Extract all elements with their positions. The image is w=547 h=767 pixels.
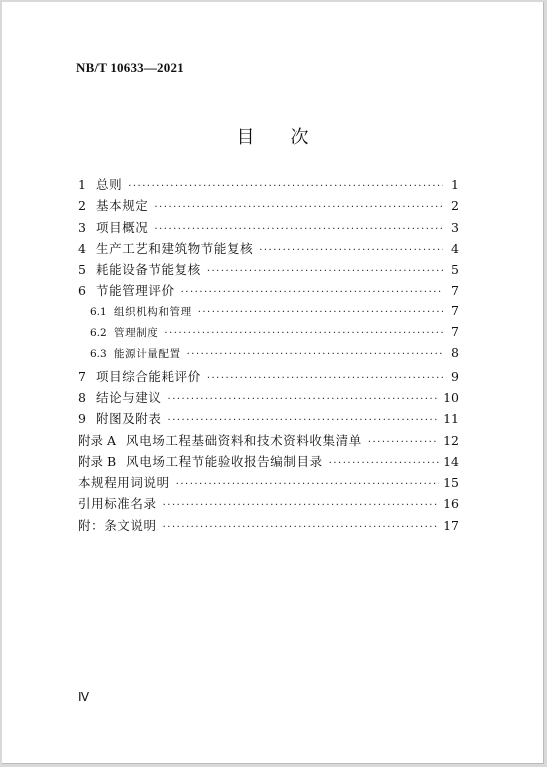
toc-entry-title: 能源计量配置 bbox=[114, 348, 181, 361]
toc-entry-page: 16 bbox=[443, 496, 459, 512]
toc-title-char: 目 bbox=[236, 127, 255, 148]
table-of-contents bbox=[78, 175, 459, 537]
toc-entry-page: 7 bbox=[451, 283, 459, 299]
toc-entry-page: 12 bbox=[443, 432, 459, 448]
toc-leader-dots bbox=[168, 394, 440, 405]
toc-entry-number: 6 bbox=[78, 283, 86, 299]
toc-leader-dots bbox=[176, 479, 439, 490]
document-page bbox=[2, 2, 544, 764]
toc-leader-dots bbox=[181, 287, 443, 298]
toc-entry-number: 4 bbox=[78, 240, 86, 256]
toc-entry[interactable] bbox=[78, 452, 459, 473]
toc-entry-page: 4 bbox=[451, 240, 459, 256]
toc-entry-title: 组织机构和管理 bbox=[114, 305, 192, 318]
toc-entry-title: 耗能设备节能复核 bbox=[96, 262, 201, 278]
toc-entry-number: 6.2 bbox=[90, 327, 107, 340]
toc-entry[interactable] bbox=[78, 175, 459, 196]
toc-entry[interactable] bbox=[78, 260, 459, 281]
toc-entry-number: 2 bbox=[78, 198, 86, 214]
toc-leader-dots bbox=[207, 266, 443, 277]
toc-entry-number: 附录 A bbox=[78, 432, 117, 448]
toc-entry-number: 5 bbox=[78, 262, 86, 278]
toc-entry-title: 本规程用词说明 bbox=[78, 475, 170, 491]
toc-entry[interactable] bbox=[78, 218, 459, 239]
toc-entry-title: 总则 bbox=[96, 177, 123, 192]
toc-entry-number: 附录 B bbox=[78, 453, 117, 469]
toc-entry-page: 11 bbox=[443, 411, 459, 427]
toc-entry-title: 附：条文说明 bbox=[78, 517, 157, 533]
toc-title bbox=[2, 123, 543, 149]
toc-entry-page: 9 bbox=[451, 368, 459, 384]
toc-entry-title: 风电场工程节能验收报告编制目录 bbox=[126, 453, 323, 469]
toc-leader-dots bbox=[187, 349, 443, 360]
toc-entry-title: 基本规定 bbox=[96, 198, 149, 214]
toc-entry-page: 7 bbox=[451, 324, 459, 340]
toc-entry-number: 7 bbox=[78, 368, 86, 384]
toc-entry-title: 项目概况 bbox=[96, 219, 149, 235]
toc-entry-title: 管理制度 bbox=[114, 327, 159, 340]
toc-entry-page: 1 bbox=[451, 177, 459, 192]
toc-entry-number: 3 bbox=[78, 219, 86, 235]
toc-entry[interactable] bbox=[78, 431, 459, 452]
toc-entry-page: 7 bbox=[451, 302, 459, 318]
toc-leader-dots bbox=[207, 373, 443, 384]
toc-entry-page: 2 bbox=[451, 198, 459, 214]
toc-entry-title: 生产工艺和建筑物节能复核 bbox=[96, 240, 254, 256]
standard-number: NB/T 10633—2021 bbox=[76, 60, 184, 75]
toc-leader-dots bbox=[154, 202, 443, 213]
toc-entry[interactable] bbox=[78, 367, 459, 388]
toc-entry[interactable] bbox=[78, 388, 459, 409]
toc-entry-number: 9 bbox=[78, 411, 86, 427]
toc-leader-dots bbox=[128, 181, 443, 192]
toc-entry[interactable] bbox=[78, 281, 459, 302]
toc-entry-page: 10 bbox=[443, 389, 459, 405]
toc-entry-page: 15 bbox=[443, 475, 459, 491]
toc-leader-dots bbox=[329, 458, 439, 469]
toc-entry-title: 风电场工程基础资料和技术资料收集清单 bbox=[126, 432, 362, 448]
toc-title-char: 次 bbox=[290, 127, 309, 148]
toc-entry-title: 结论与建议 bbox=[96, 389, 162, 405]
page-number: Ⅳ bbox=[78, 690, 90, 704]
toc-leader-dots bbox=[368, 437, 439, 448]
toc-entry-page: 3 bbox=[451, 219, 459, 235]
toc-leader-dots bbox=[163, 522, 439, 533]
toc-leader-dots bbox=[154, 224, 443, 235]
toc-entry[interactable] bbox=[78, 324, 459, 345]
toc-leader-dots bbox=[198, 307, 443, 318]
toc-entry[interactable] bbox=[78, 345, 459, 366]
toc-leader-dots bbox=[164, 328, 443, 339]
toc-entry-title: 节能管理评价 bbox=[96, 283, 175, 299]
toc-entry[interactable] bbox=[78, 196, 459, 217]
toc-entry-number: 1 bbox=[78, 177, 86, 192]
toc-entry-number: 6.3 bbox=[90, 348, 107, 361]
toc-entry-page: 8 bbox=[451, 345, 459, 361]
toc-leader-dots bbox=[163, 500, 439, 511]
toc-entry-number: 8 bbox=[78, 389, 86, 405]
toc-leader-dots bbox=[168, 415, 440, 426]
toc-entry[interactable] bbox=[78, 494, 459, 515]
toc-entry-page: 5 bbox=[451, 262, 459, 278]
toc-entry-title: 附图及附表 bbox=[96, 411, 162, 427]
toc-entry-page: 17 bbox=[443, 517, 459, 533]
toc-leader-dots bbox=[259, 245, 443, 256]
toc-entry-title: 引用标准名录 bbox=[78, 496, 157, 512]
toc-entry[interactable] bbox=[78, 516, 459, 537]
toc-entry[interactable] bbox=[78, 303, 459, 324]
toc-entry-number: 6.1 bbox=[90, 305, 107, 318]
toc-entry[interactable] bbox=[78, 239, 459, 260]
toc-entry[interactable] bbox=[78, 473, 459, 494]
toc-entry-title: 项目综合能耗评价 bbox=[96, 368, 201, 384]
toc-entry[interactable] bbox=[78, 409, 459, 430]
toc-entry-page: 14 bbox=[443, 453, 459, 469]
